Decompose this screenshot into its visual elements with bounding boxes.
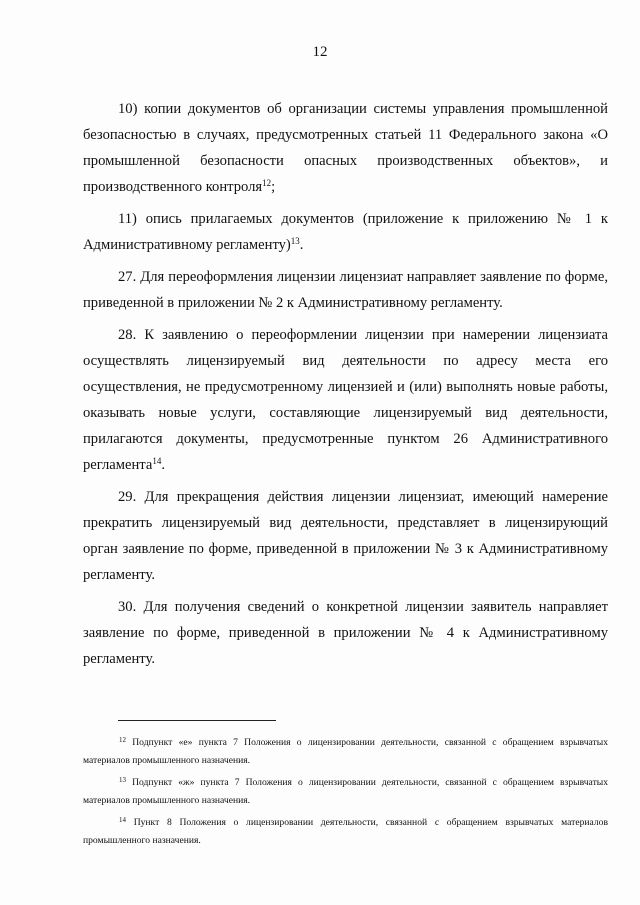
- footnote-13: [83, 774, 608, 810]
- footnote-12: [83, 734, 608, 770]
- paragraph-item-10: [83, 96, 608, 200]
- paragraph-text: 10) копии документов об организации системы управления промышленной безопасностью в случаях, предусмотренных статьей 11 Федерального закона «О промышленной безопасности опасных производственных объектов», и производственного контроля: [83, 101, 608, 195]
- paragraph-tail: .: [161, 457, 165, 473]
- footnote-mark: 14: [119, 816, 126, 824]
- paragraph-tail: ;: [271, 179, 276, 195]
- paragraph-30: [83, 594, 608, 672]
- footnotes: [83, 734, 608, 854]
- paragraph-text: 28. К заявлению о переоформлении лицензии при намерении лицензиата осуществлять лицензируемый вид деятельности по адресу места его осуществления, не предусмотренному лицензией и (или) выполнять новые работы, оказывать новые услуги, составляющие лицензируемый вид деятельности, прилагаются документы, предусмотренные пунктом 26 Административного регламента: [83, 327, 608, 473]
- footnote-text: Подпункт «е» пункта 7 Положения о лицензировании деятельности, связанной с обращением взрывчатых материалов промышленного назначения.: [83, 737, 608, 766]
- paragraph-text: 30. Для получения сведений о конкретной лицензии заявитель направляет заявление по форме, приведенной в приложении № 4 к Административному регламенту.: [83, 599, 608, 667]
- footnote-14: [83, 814, 608, 850]
- body-text: [83, 96, 608, 678]
- paragraph-29: [83, 484, 608, 588]
- paragraph-item-11: [83, 206, 608, 258]
- paragraph-27: [83, 264, 608, 316]
- footnote-reference: 14: [152, 456, 162, 466]
- footnote-mark: 13: [119, 776, 126, 784]
- paragraph-text: 27. Для переоформления лицензии лицензиат направляет заявление по форме, приведенной в приложении № 2 к Административному регламенту.: [83, 269, 608, 311]
- paragraph-28: [83, 322, 608, 478]
- footnote-reference: 12: [262, 178, 272, 188]
- paragraph-text: 11) опись прилагаемых документов (приложение к приложению № 1 к Административному регламенту): [83, 211, 608, 253]
- paragraph-tail: .: [299, 237, 304, 253]
- footnote-text: Подпункт «ж» пункта 7 Положения о лицензировании деятельности, связанной с обращением взрывчатых материалов промышленного назначения.: [83, 777, 608, 806]
- footnote-mark: 12: [119, 736, 126, 744]
- footnote-reference: 13: [290, 236, 300, 246]
- footnote-text: Пункт 8 Положения о лицензировании деятельности, связанной с обращением взрывчатых материалов промышленного назначения.: [83, 817, 608, 846]
- page-number: 12: [312, 44, 328, 60]
- footnote-separator: [118, 720, 276, 721]
- paragraph-text: 29. Для прекращения действия лицензии лицензиат, имеющий намерение прекратить лицензируемый вид деятельности, представляет в лицензирующий орган заявление по форме, приведенной в приложении № 3 к Административному регламенту.: [83, 489, 608, 583]
